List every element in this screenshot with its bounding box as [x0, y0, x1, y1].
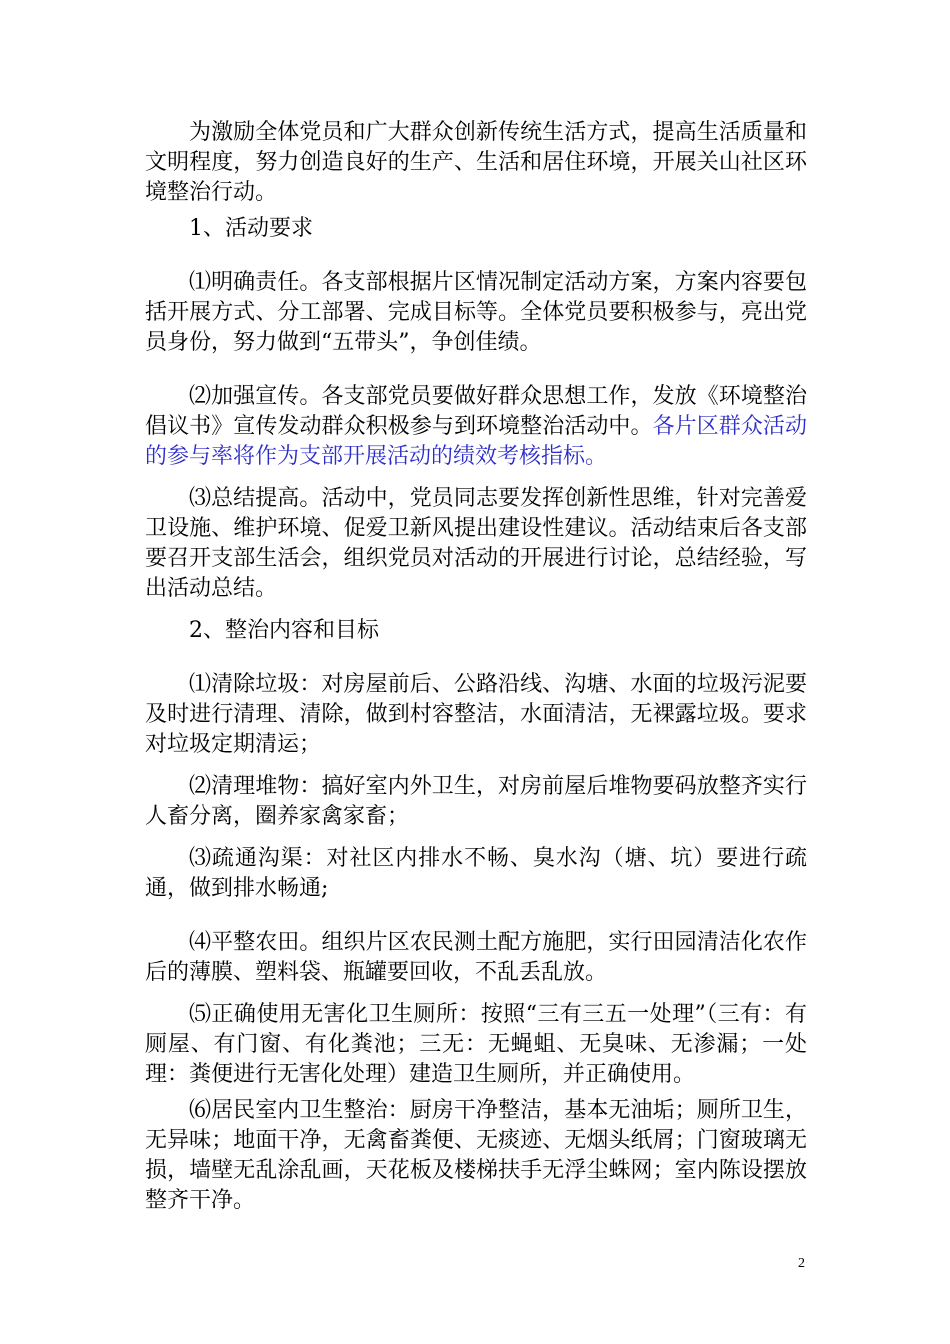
rectification-item-6: ⑹居民室内卫生整治：厨房干净整洁，基本无油垢；厕所卫生，无异味；地面干净，无禽畜粪便、无痰迹、无烟头纸屑；门窗玻璃无损，墙壁无乱涂乱画，天花板及楼梯扶手无浮尘蛛网；室内陈设摆放整齐干净。 [145, 1098, 807, 1213]
rectification-item-1: ⑴清除垃圾：对房屋前后、公路沿线、沟塘、水面的垃圾污泥要及时进行清理、清除，做到村容整洁，水面清洁，无裸露垃圾。要求对垃圾定期清运； [145, 672, 807, 757]
section-heading-rectification: 2、整治内容和目标 [189, 618, 379, 643]
requirement-item-3: ⑶总结提高。活动中，党员同志要发挥创新性思维，针对完善爱卫设施、维护环境、促爱卫新风提出建设性建议。活动结束后各支部要召开支部生活会，组织党员对活动的开展进行讨论，总结经验，写出活动总结。 [145, 486, 807, 601]
requirement-item-2-text: ⑵加强宣传。各支部党员要做好群众思想工作，发放《环境整治倡议书》宣传发动群众积极参与到环境整治活动中。 [145, 384, 807, 439]
intro-paragraph: 为激励全体党员和广大群众创新传统生活方式，提高生活质量和文明程度，努力创造良好的生产、生活和居住环境，开展关山社区环境整治行动。 [145, 120, 807, 205]
document-body [145, 118, 807, 1216]
section-heading-requirements: 1、活动要求 [189, 216, 313, 241]
requirement-item-2-highlight: 各片区群众活动的参与率将作为支部开展活动的绩效考核指标。 [145, 414, 807, 469]
rectification-item-4: ⑷平整农田。组织片区农民测土配方施肥，实行田园清洁化农作后的薄膜、塑料袋、瓶罐要回收，不乱丢乱放。 [145, 930, 807, 985]
rectification-item-5: ⑸正确使用无害化卫生厕所：按照“三有三五一处理”（三有：有厕屋、有门窗、有化粪池；三无：无蝇蛆、无臭味、无渗漏；一处理：粪便进行无害化处理）建造卫生厕所，并正确使用。 [145, 1002, 807, 1087]
page-number: 2 [798, 1256, 805, 1271]
requirement-item-2 [145, 382, 807, 472]
rectification-item-3: ⑶疏通沟渠：对社区内排水不畅、臭水沟（塘、坑）要进行疏通，做到排水畅通; [145, 846, 807, 901]
rectification-item-2: ⑵清理堆物：搞好室内外卫生，对房前屋后堆物要码放整齐实行人畜分离，圈养家禽家畜； [145, 774, 807, 829]
requirement-item-1: ⑴明确责任。各支部根据片区情况制定活动方案，方案内容要包括开展方式、分工部署、完成目标等。全体党员要积极参与，亮出党员身份，努力做到“五带头”，争创佳绩。 [145, 270, 807, 355]
